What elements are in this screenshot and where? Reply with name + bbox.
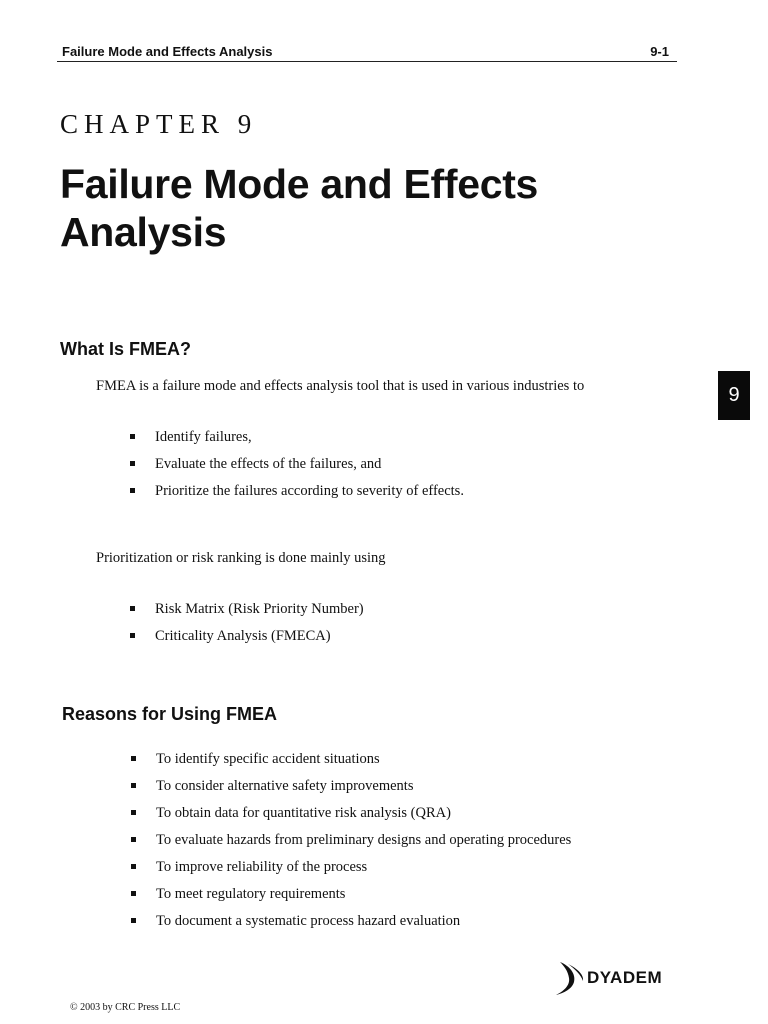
chapter-tab: 9 [718, 371, 750, 420]
list-item: Identify failures, [130, 428, 464, 455]
page-number: 9-1 [650, 44, 669, 59]
list-item: Evaluate the effects of the failures, and [130, 455, 464, 482]
running-header [57, 41, 677, 62]
list-item: To consider alternative safety improvements [131, 777, 571, 804]
dyadem-logo [556, 960, 662, 996]
logo-text: DYADEM [587, 968, 663, 987]
list-item: To improve reliability of the process [131, 858, 571, 885]
prioritization-paragraph: Prioritization or risk ranking is done mainly using [96, 550, 386, 566]
list-item: To document a systematic process hazard evaluation [131, 912, 571, 939]
ranking-methods-list [130, 600, 364, 654]
section-heading-what-is-fmea: What Is FMEA? [60, 339, 191, 359]
chapter-title: Failure Mode and Effects Analysis [60, 161, 539, 255]
intro-paragraph: FMEA is a failure mode and effects analysis tool that is used in various industries to [96, 378, 585, 394]
list-item: Criticality Analysis (FMECA) [130, 627, 364, 654]
fmea-purpose-list [130, 428, 464, 509]
list-item: Risk Matrix (Risk Priority Number) [130, 600, 364, 627]
running-header-title: Failure Mode and Effects Analysis [62, 44, 273, 59]
dyadem-swoosh-icon [556, 960, 586, 996]
list-item: To identify specific accident situations [131, 750, 571, 777]
list-item: To evaluate hazards from preliminary designs and operating procedures [131, 831, 571, 858]
list-item: Prioritize the failures according to severity of effects. [130, 482, 464, 509]
list-item: To obtain data for quantitative risk analysis (QRA) [131, 804, 571, 831]
list-item: To meet regulatory requirements [131, 885, 571, 912]
section-heading-reasons: Reasons for Using FMEA [62, 704, 278, 724]
chapter-label: CHAPTER 9 [60, 109, 258, 139]
copyright-notice: © 2003 by CRC Press LLC [70, 1002, 181, 1013]
reasons-list [131, 750, 571, 939]
